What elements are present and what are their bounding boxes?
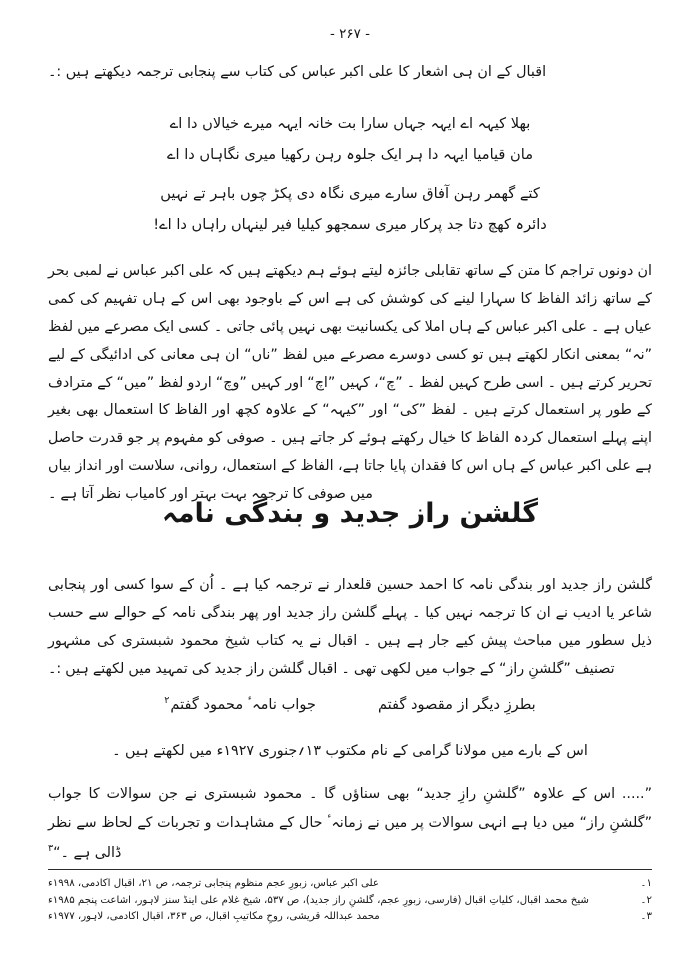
footnote-number: ۳۔ bbox=[640, 911, 652, 923]
quotation-text: ”..... اس کے علاوہ ”گلشنِ رازِ جدید“ بھی سناؤں گا ۔ محمود شبستری نے جن سوالات کا جواب ”گلشنِ راز“ میں دیا ہے انہی سوالات پر میں نے زمانہٴ حال کے مشاہدات و تجربات کے لحاظ سے نظر ڈالی ہے ۔“ bbox=[48, 786, 652, 861]
quotation-block bbox=[48, 780, 652, 868]
footnote-item bbox=[48, 876, 652, 893]
paragraph-gulshan-raz: گلشن راز جدید اور بندگی نامہ کا احمد حسین قلعدار نے ترجمہ کیا ہے ۔ اُن کے سوا کسی اور پنجابی شاعر یا ادیب نے ان کا ترجمہ نہیں کیا ۔ پہلے گلشن راز جدید اور پھر بندگی نامہ کے حوالے سے حسب ذیل سطور میں مباحث پیش کیے جار ہے ہیں ۔ اقبال نے یہ کتاب شیخ محمود شبستری کی مشہور تصنیف ”گلشنِ راز“ کے جواب میں لکھی تھی ۔ اقبال گلشن راز جدید کی تمہید میں لکھتے ہیں :۔ bbox=[48, 577, 652, 677]
footnote-marker-2: ۲ bbox=[164, 695, 170, 707]
persian-couplet bbox=[0, 690, 700, 719]
footnote-text: علی اکبر عباس، زبورِ عجم منظوم پنجابی ترجمہ، ص ۲۱، اقبال اکادمی، ۱۹۹۸ء bbox=[48, 878, 379, 889]
couplet-hemistich-right: بطرزِ دیگر از مقصود گفتم bbox=[377, 696, 536, 713]
footnote-marker-3: ۳ bbox=[48, 842, 54, 854]
verse-line: دائرہ کھچ دتا جد پرکار میری سمجھو کیلیا فیر لینہاں راہاں دا اے! bbox=[153, 216, 547, 234]
footnotes-list bbox=[48, 876, 652, 926]
verse-group-one bbox=[0, 108, 700, 171]
footnote-number: ۲۔ bbox=[640, 894, 652, 906]
footnote-divider bbox=[48, 869, 652, 870]
footnote-text: شیخ محمد اقبال، کلیاتِ اقبال (فارسی، زبورِ عجم، گلشنِ راز جدید)، ص ۵۳۷، شیخ غلام علی اینڈ سنز لاہور، اشاعت پنجم ۱۹۸۵ء bbox=[48, 894, 589, 906]
verse-group-two bbox=[0, 178, 700, 241]
footnote-text: محمد عبداللہ قریشی، روحِ مکاتیبِ اقبال، ص ۳۶۳، اقبال اکادمی، لاہور، ۱۹۷۷ء bbox=[48, 911, 380, 923]
page-number: - ۲۶۷ - bbox=[329, 26, 371, 42]
footnote-item bbox=[48, 893, 652, 910]
section-heading: گلشن راز جدید و بندگی نامہ bbox=[162, 498, 538, 529]
footnote-item bbox=[48, 909, 652, 926]
couplet-hemistich-left-text: جواب نامہٴ محمود گفتم bbox=[170, 696, 316, 713]
footnote-number: ۱۔ bbox=[640, 878, 652, 889]
letter-reference-line: اس کے بارے میں مولانا گرامی کے نام مکتوب ۱۳؍جنوری ۱۹۲۷ء میں لکھتے ہیں ۔ bbox=[112, 743, 588, 759]
verse-line: مان قیامیا ایہہ دا ہر ایک جلوہ رہن رکھیا میری نگاہاں دا اے bbox=[166, 146, 534, 164]
paragraph-analysis: ان دونوں تراجم کا متن کے ساتھ تقابلی جائزہ لیتے ہوئے ہم دیکھتے ہیں کہ علی اکبر عباس نے لمبی بحر کے ساتھ زائد الفاظ کا سہارا لینے کی کوشش کی ہے اس کے باوجود بھی اس کے ہاں تفہیم کی کمی عیاں ہے ۔ علی اکبر عباس کے ہاں املا کی یکسانیت بھی نہیں پائی جاتی ۔ کسی ایک مصرعے میں لفظ ”نہ“ بمعنی انکار لکھتے ہیں تو کسی دوسرے مصرعے میں لفظ ”ناں“ ان ہی معانی کی ادائیگی کے لیے تحریر کرتے ہیں ۔ اسی طرح کہیں لفظ ۔ ”چ“، کہیں ”اچ“ اور کہیں ”وچ“ اردو لفظ ”میں“ کے مترادف کے طور پر استعمال کرتے ہیں ۔ لفظ ”کی“ اور ”کیہہ“ کے علاوہ کچھ اور الفاظ کا استعمال بھی بغیر اپنے پہلے استعمال کردہ الفاظ کا خیال رکھتے ہوئے کر جاتے ہیں ۔ صوفی کو مفہوم پر جو قدرت حاصل ہے علی اکبر عباس کے ہاں اس کا فقدان پایا جاتا ہے، الفاظ کے استعمال، روانی، سلاست اور انداز بیاں میں صوفی کا ترجمہ بہت بہتر اور کامیاب نظر آتا ہے ۔ bbox=[48, 263, 652, 502]
verse-line: بھلا کیہہ اے ایہہ جہاں سارا بت خانہ ایہہ میرے خیالاں دا اے bbox=[169, 115, 531, 132]
intro-line: اقبال کے ان ہی اشعار کا علی اکبر عباس کی کتاب سے پنجابی ترجمہ دیکھتے ہیں :۔ bbox=[48, 64, 547, 80]
couplet-hemistich-left bbox=[164, 690, 316, 719]
verse-line: کتے گھمر رہن آفاق سارے میری نگاہ دی پکڑ چوں باہر تے نہیں bbox=[160, 185, 540, 202]
